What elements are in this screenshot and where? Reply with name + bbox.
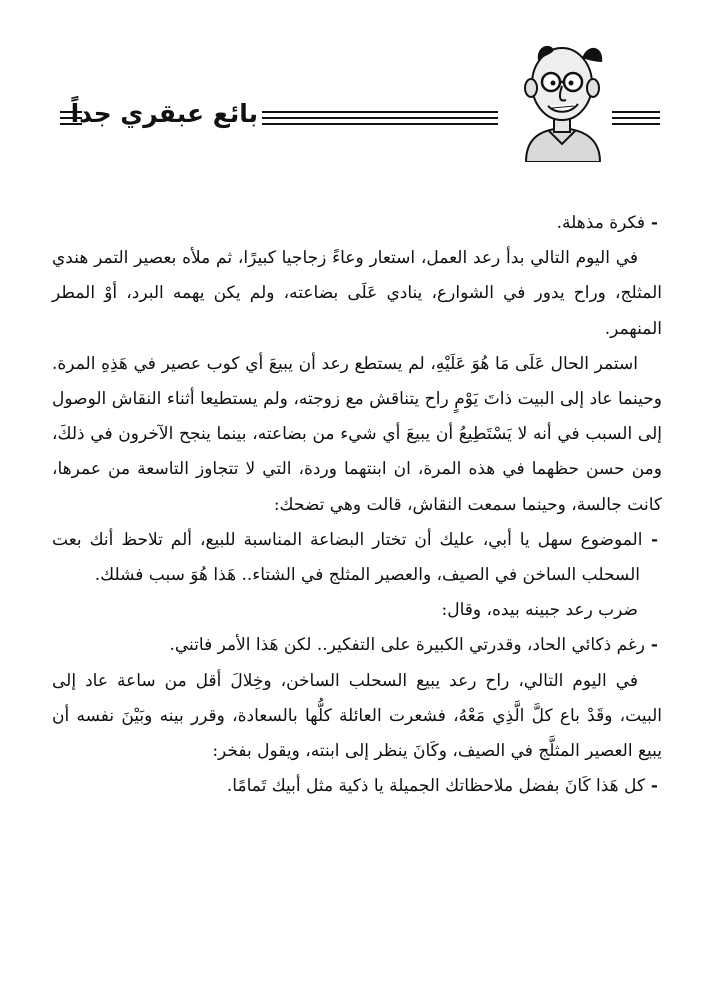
paragraph: - رغم ذكائي الحاد، وقدرتي الكبيرة على التفكير.. لكن هَذا الأمر فاتني.: [52, 628, 662, 663]
paragraph: في اليوم التالي، راح رعد يبيع السحلب الساخن، وخِلالَ أقل من ساعة عاد إلى البيت، وقَدْ باع كلَّ الَّذِي مَعْهُ، فشعرت العائلة كلُّها بالسعادة، وقرر بينه وبَيْنَ نفسه أن يبيع العصير المثلَّج في الصيف، وكَانَ ينظر إلى ابنته، ويقول بفخر:: [52, 670, 662, 762]
decorative-rule-middle: [262, 111, 498, 125]
paragraph: - فكرة مذهلة.: [52, 206, 662, 241]
paragraph: ضرب رعد جبينه بيده، وقال:: [441, 600, 638, 621]
decorative-rule-right: [612, 111, 660, 125]
cartoon-man-icon: [508, 40, 616, 162]
paragraph: استمر الحال عَلَى مَا هُوَ عَلَيْهِ، لم يستطع رعد أن يبيعَ أي كوب عصير في هَذِهِ المرة. وحينما عاد إلى البيت ذاتَ يَوْمٍ راح يتناقش مع زوجته، ولم يستطيعا أثناء النقاش الوصول إلى السبب في أنه لا يَسْتَطِيعُ أن يبيعَ أي شيء من بضاعته، بينما ينجح الآخرون في ذلكَ، ومن حسن حظهما في هذه المرة، ان ابنتهما وردة، التي لا تتجاوز التاسعة من عمرها، كانت جالسة، وحينما سمعت النقاش، قالت وهي تضحك:: [52, 353, 662, 515]
paragraph: - الموضوع سهل يا أبي، عليك أن تختار البضاعة المناسبة للبيع، ألم تلاحظ أنك بعت السحلب الساخن في الصيف، والعصير المثلج في الشتاء.. هَذا هُوَ سبب فشلك.: [52, 523, 662, 593]
page-title: بائع عبقري جداً: [70, 99, 258, 128]
paragraph: - كل هَذا كَانَ بفضل ملاحظاتك الجميلة يا ذكية مثل أبيك تَمامًا.: [52, 769, 662, 804]
page-header: [0, 0, 720, 175]
paragraph: في اليوم التالي بدأ رعد العمل، استعار وعاءً زجاجيا كبيرًا، ثم ملأه بعصير التمر هندي المثلج، وراح يدور في الشوارع، ينادي عَلَى بضاعته، ولم يكن يهمه البرد، أوْ المطر المنهمر.: [52, 248, 662, 339]
story-text: [52, 206, 662, 804]
